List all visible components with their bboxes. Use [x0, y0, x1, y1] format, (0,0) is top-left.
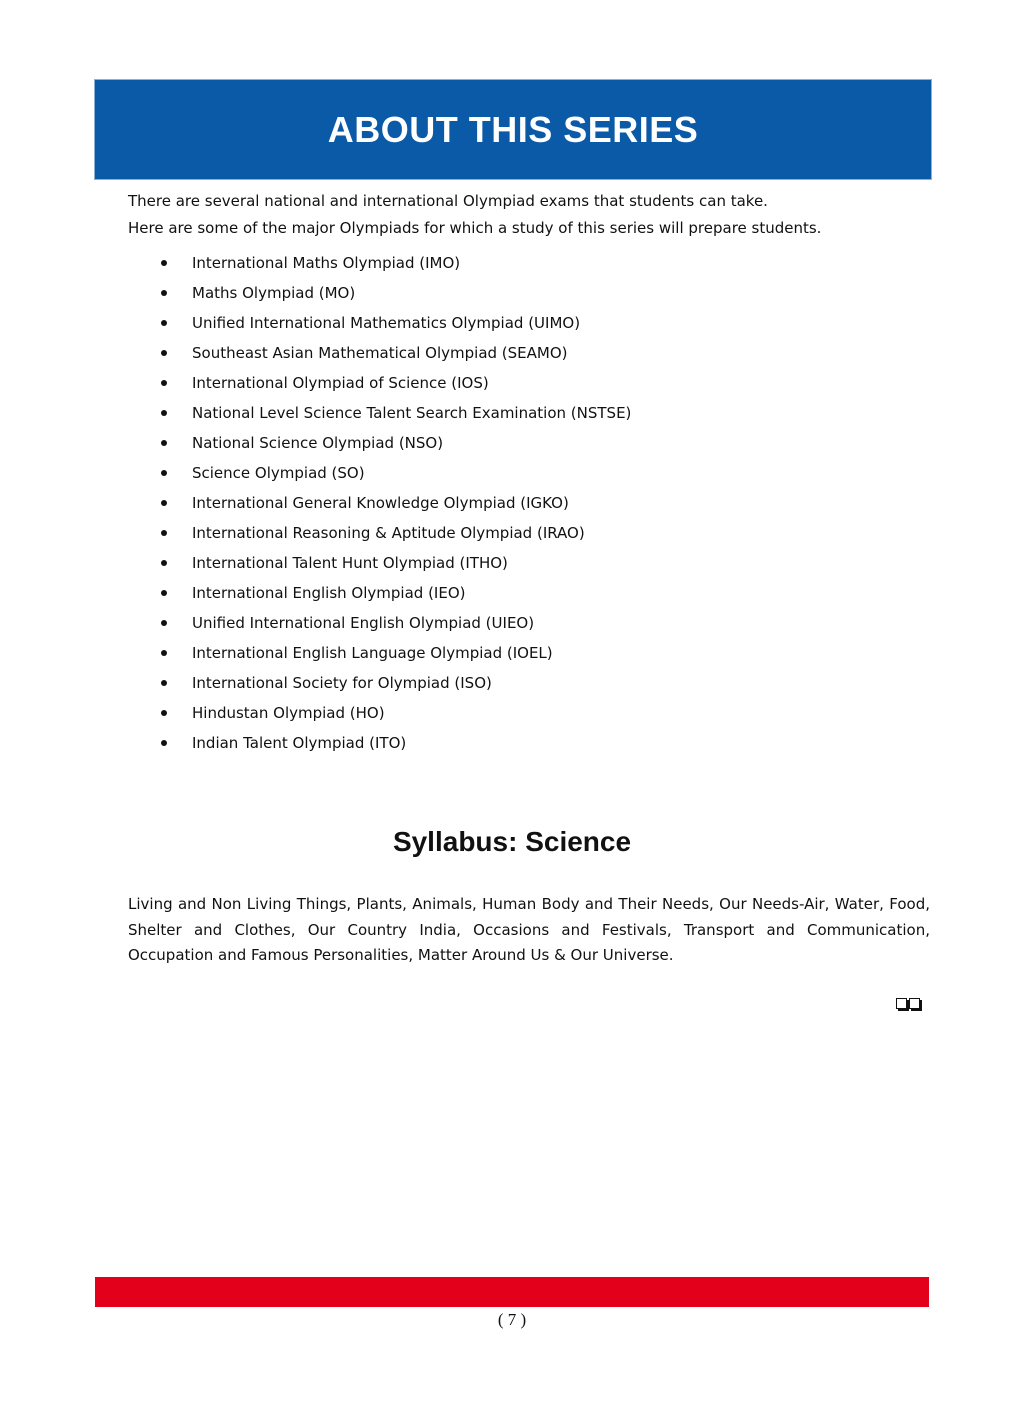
list-item: [128, 698, 828, 728]
intro-line-1: There are several national and international Olympiad exams that students can take.: [128, 192, 768, 210]
list-item-label: Unified International English Olympiad (UIEO): [192, 614, 535, 632]
list-item-label: Maths Olympiad (MO): [192, 284, 356, 302]
list-item-label: International Maths Olympiad (IMO): [192, 254, 461, 272]
header-banner: [94, 79, 932, 180]
list-item-label: National Science Olympiad (NSO): [192, 434, 444, 452]
bullet-icon: [161, 650, 167, 656]
bullet-icon: [161, 470, 167, 476]
list-item-label: International Talent Hunt Olympiad (ITHO): [192, 554, 508, 572]
bullet-icon: [161, 680, 167, 686]
list-item: [128, 308, 828, 338]
list-item: [128, 368, 828, 398]
square-icon: [909, 998, 920, 1009]
list-item: [128, 608, 828, 638]
bullet-icon: [161, 560, 167, 566]
list-item-label: Unified International Mathematics Olympiad (UIMO): [192, 314, 581, 332]
list-item: [128, 398, 828, 428]
bullet-icon: [161, 590, 167, 596]
list-item: [128, 278, 828, 308]
list-item-label: International English Olympiad (IEO): [192, 584, 466, 602]
bullet-icon: [161, 440, 167, 446]
bullet-icon: [161, 620, 167, 626]
bullet-icon: [161, 500, 167, 506]
list-item: [128, 578, 828, 608]
end-marks: [896, 998, 920, 1009]
bullet-icon: [161, 740, 167, 746]
list-item-label: International Olympiad of Science (IOS): [192, 374, 489, 392]
list-item: [128, 338, 828, 368]
list-item: [128, 728, 828, 758]
list-item-label: Southeast Asian Mathematical Olympiad (SEAMO): [192, 344, 568, 362]
bullet-icon: [161, 710, 167, 716]
list-item-label: Hindustan Olympiad (HO): [192, 704, 385, 722]
list-item-label: International General Knowledge Olympiad (IGKO): [192, 494, 569, 512]
list-item-label: International Reasoning & Aptitude Olympiad (IRAO): [192, 524, 585, 542]
bullet-icon: [161, 410, 167, 416]
square-icon: [896, 998, 907, 1009]
syllabus-text: Living and Non Living Things, Plants, Animals, Human Body and Their Needs, Our Needs-Air, Water, Food, Shelter and Clothes, Our Country India, Occasions and Festivals, Transport and Communication, Occupation and Famous Personalities, Matter Around Us & Our Universe.: [128, 895, 930, 964]
page-number: ( 7 ): [497, 1310, 527, 1329]
list-item-label: International Society for Olympiad (ISO): [192, 674, 492, 692]
list-item: [128, 248, 828, 278]
list-item: [128, 638, 828, 668]
list-item: [128, 548, 828, 578]
syllabus-title: Syllabus: Science: [392, 826, 632, 857]
olympiad-list: [128, 248, 828, 758]
list-item: [128, 518, 828, 548]
list-item: [128, 428, 828, 458]
page-title: ABOUT THIS SERIES: [327, 108, 699, 150]
bullet-icon: [161, 530, 167, 536]
list-item-label: National Level Science Talent Search Examination (NSTSE): [192, 404, 632, 422]
intro-text: [128, 188, 928, 242]
bullet-icon: [161, 350, 167, 356]
list-item: [128, 458, 828, 488]
list-item: [128, 668, 828, 698]
list-item: [128, 488, 828, 518]
footer-bar: [95, 1277, 929, 1307]
bullet-icon: [161, 260, 167, 266]
intro-line-2: Here are some of the major Olympiads for which a study of this series will prepare students.: [128, 219, 822, 237]
list-item-label: International English Language Olympiad (IOEL): [192, 644, 553, 662]
bullet-icon: [161, 290, 167, 296]
bullet-icon: [161, 380, 167, 386]
bullet-icon: [161, 320, 167, 326]
list-item-label: Science Olympiad (SO): [192, 464, 365, 482]
list-item-label: Indian Talent Olympiad (ITO): [192, 734, 407, 752]
